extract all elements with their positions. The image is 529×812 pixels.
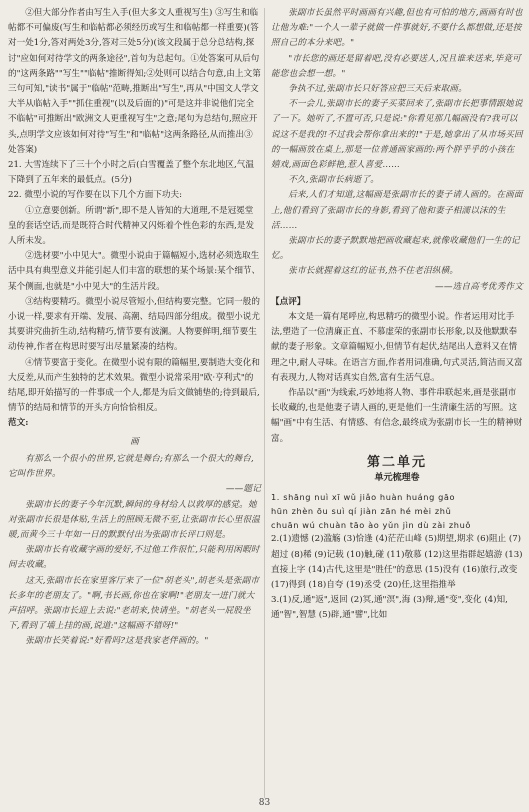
point-2: ②选材要"小中见大"。微型小说由于篇幅短小,选材必须选取生活中具有典型意义并能引起人们丰富的联想的某个场景:某个细节、某个侧面,也就是"小中见大"的生活片段。 — [8, 251, 261, 292]
essay-title: 画 — [130, 436, 139, 447]
essay-source: ——选自高考优秀作文 — [435, 281, 523, 292]
point-4: ④情节要富于变化。在微型小说有限的篇幅里,要制造大变化和大反差,从而产生独特的艺术效果。微型小说常采用"欧·亨利式"的结尾,即开始描写的一件事成一个人,都是为后文做铺垫的;待到最后,情节的结局和情节的开头方向恰恰相反。 — [8, 357, 260, 414]
essay-paragraph: 不一会儿,张副市长的妻子买菜回来了,张副市长把事情跟她说了一下。她听了,不置可否,只是说:"你看见那几幅画没有?我可以说这不是我的!不过我会帮你拿出来的!"于是,她拿出了从市场买回的一幅画放在桌上,那是一位普通画家画的:两个胖乎乎的小孩在嬉戏,画面色彩鲜艳,惹人喜爱…… — [271, 99, 523, 171]
essay-paragraph: 张副市长的妻子今年沉默,瞬间的身材给人以敦厚的感觉。她对张副市长很是体贴,生活上的照顾无微不至,让张副市长心里很温暖,而黄今三十年如一日的默默付出为张副市长评口则是。 — [8, 499, 261, 540]
essay-paragraph: 争执不过,张副市长只好答应把三天后来取画。 — [288, 84, 467, 95]
essay-paragraph: 后来,人们才知道,这幅画是张副市长的妻子请人画的。在画面上,他们看到了张副市长的身影,看到了他和妻子相濡以沫的生活…… — [271, 190, 523, 231]
question-22: 22. 微型小说的写作要在以下几个方面下功夫: — [8, 190, 182, 201]
question-21: 21. 大雪连续下了三十个小时之后(白雪覆盖了整个东北地区,气温下降到了五年来的最低点。(5分) — [8, 160, 254, 186]
essay-paragraph: 这天,张副市长在家里客厅来了一位"胡老头",胡老头是张副市长多年的老朋友了。"啊,书长画,你也在家啊!"老朋友一进门就大声招呼。张副市长迎上去说:"老胡来,快请坐。"胡老头一屁股坐下,看到了墙上挂的画,说道:"这幅画不错呀!" — [8, 575, 260, 632]
essay-epigraph: 有那么一个很小的世界,它就是舞台;有那么一个很大的舞台,它叫作世界。 — [8, 453, 254, 480]
pinyin-answers: hūn zhèn ōu suì qí jiàn zān hé mèi zhǔ — [271, 506, 452, 517]
answer-paragraph: ②但大部分作者由写生入手(但大多文人重视写生) ③写生和临帖都不可偏废(写生和临帖都必须经历或写生和临帖都一样重要)(答对一处1分,答对两处3分,答对三处5分)(该文段属于总分总结构,探讨"应如何对待学文的两条途径",首句为总起句。①处答案可从后句的"这两条路""写生""临帖"推断得知;②处则可以结合句意,由上文第三句可知,"读书"属于"临帖"范畴,推断出"写生",再从"中国文人学文大半从临帖入手""抓住重视"(以及后面的)"可是这并非说他们完全不临帖"可推断出"欧洲文人更重视写生"之意;尾句为总结句,照应开头,点明学文应该如何对待"写生"和"临帖"这两条路径,从而推出③处答案) — [8, 8, 261, 155]
unit-subtitle: 单元梳理卷 — [374, 473, 420, 484]
pinyin-answers: chuān wú chuàn tāo ào yǔn jìn dù zài zhuǒ — [271, 520, 471, 531]
point-3: ③结构要精巧。微型小说尽管短小,但结构要完整。它同一般的小说一样,要求有开端、发展、高潮、结局四部分组成。微型小说尤其要讲究曲折生动,结构精巧,情节要有波澜。人物要鲜明,细节要生动传神,作者在构思时要写出尽量紧凑的结构。 — [8, 296, 260, 353]
essay-paragraph: 张副市长虽然平时画画有兴趣,但也有可怕的地方,画画有时也让他为难:"一个人一辈子就做一件事就好,不要什么都想做,还是按照自己的本分来吧。" — [271, 8, 523, 49]
essay-paragraph: 张副市长有收藏字画的爱好,不过他工作很忙,只能利用闲暇时间去收藏。 — [8, 545, 260, 571]
left-column — [8, 6, 261, 650]
answer-2: 2.(1)遗憾 (2)滥觞 (3)恰逢 (4)茫茫山峰 (5)期望,期求 (6)阻止 (7)超过 (8)稀 (9)记载 (10)触,碰 (11)敬慕 (12)这里指群起嬉游 (13)直接上字 (14)古代,这里是"胜任"的意思 (15)没有 (16)旅行,改变 (17)得到 (18)自夸 (19)丞受 (20)任,这里指推举 — [271, 534, 523, 590]
commentary-paragraph: 本文是一篇有尾呼应,构思精巧的微型小说。作者运用对比手法,塑造了一位清廉正直、不慕虚荣的张副市长形象,以及他默默奉献的妻子形象。文章篇幅短小,但情节有起伏,结尾出人意料又在情理之中,耐人寻味。在语言方面,作者用词准确,句式灵活,简洁而又富有表现力,人物对话真实自然,富有生活气息。 — [271, 312, 523, 383]
sample-essay-label: 范文: — [8, 418, 29, 429]
commentary-label: 【点评】 — [271, 296, 306, 307]
unit-title: 第二单元 — [366, 454, 427, 470]
page-number: 83 — [258, 798, 271, 808]
column-divider — [264, 8, 265, 798]
answer-3: 3.(1)反,通"返",返回 (2)冥,通"溟",海 (3)辩,通"变",变化 (4)知,通"智",智慧 (5)辟,通"譬",比如 — [271, 595, 508, 621]
point-1: ①立意要创新。所谓"新",即不是人皆知的大道理,不是冠冕堂皇的套话空话,而是既符合时代精神又闪烁着个性色彩的东西,是发人所未发。 — [8, 205, 255, 247]
essay-paragraph: 张副市长的妻子默默地把画收藏起来,就像收藏他们一生的记忆。 — [271, 236, 520, 262]
essay-paragraph: 张市长就握着这红的证书,热不住老泪纵横。 — [288, 266, 459, 277]
epigraph-attribution: ——题记 — [225, 484, 261, 495]
right-column — [271, 6, 523, 624]
pinyin-answers: 1. shāng nuì xī wǔ jiǎo huàn huáng gāo — [271, 492, 456, 503]
commentary-paragraph: 作品以"画"为线索,巧妙地将人物、事件串联起来,画是张副市长收藏的,也是他妻子请人画的,更是他们一生清廉生活的写照。这幅"画"中有生活、有情感、有信念,最终成为张副市长一生的精神财富。 — [271, 388, 523, 444]
essay-paragraph: "市长您的画还是留着吧,没有必要送人,况且谁来送来,毕竟可能您也会想一想。" — [271, 53, 521, 79]
essay-paragraph: 张副市长笑着说:"好看吗?这是我家老伴画的。" — [25, 636, 209, 647]
essay-paragraph: 不久,张副市长病逝了。 — [288, 175, 380, 186]
